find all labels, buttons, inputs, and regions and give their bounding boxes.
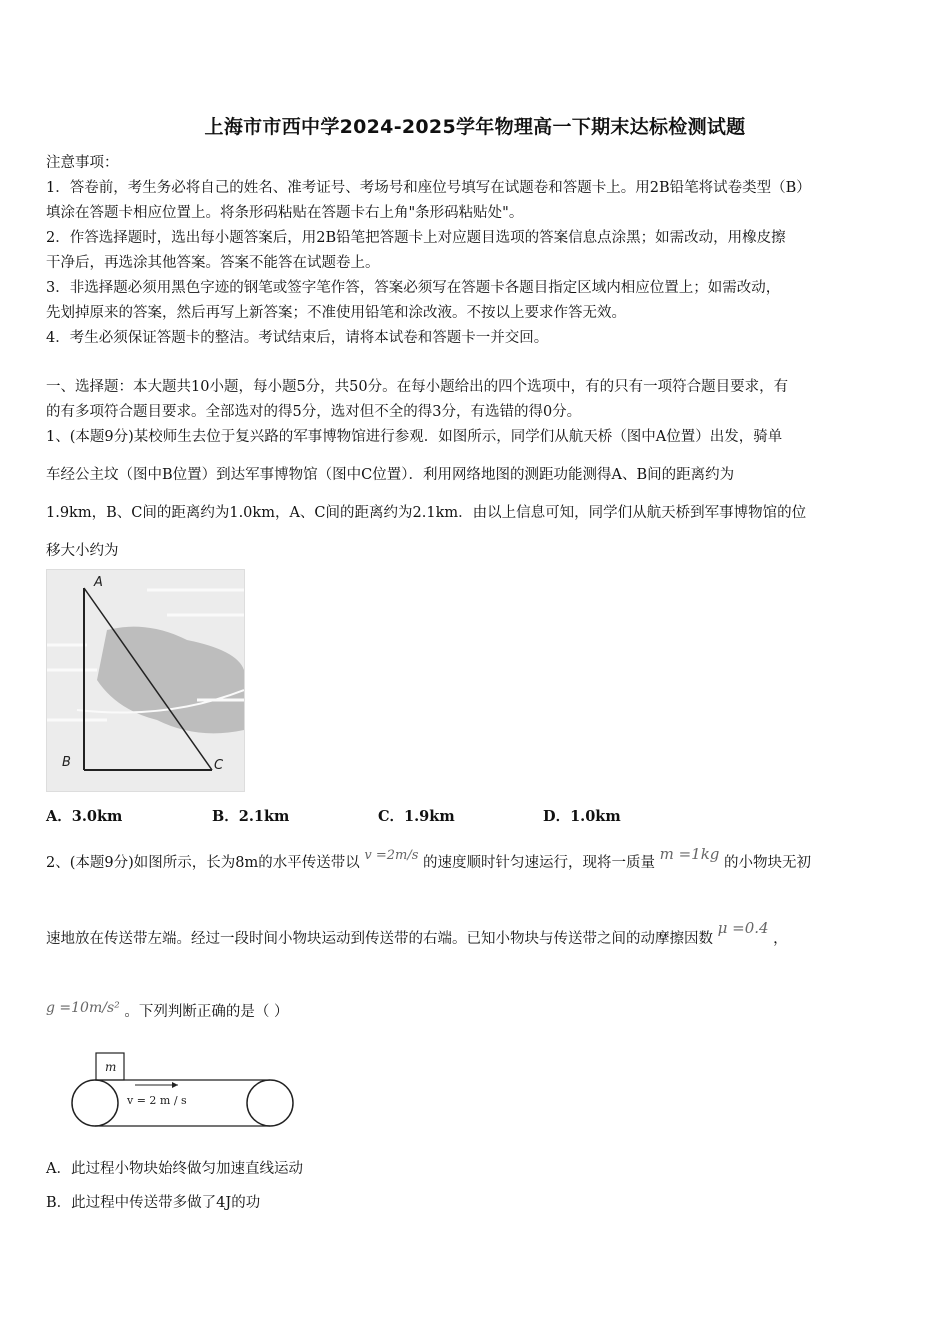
q2-line-2 [46,919,788,948]
conveyor-belt-figure [70,1050,300,1130]
map-label-c: C [214,758,224,773]
q2-text: ， [773,931,788,947]
notice-line: 干净后，再选涂其他答案。答案不能答在试题卷上。 [46,255,380,271]
q2-text: 的小物块无初 [724,855,812,871]
q2-line-3 [46,1000,288,1021]
q2-line-1 [46,845,812,872]
q1-option-c[interactable]: C．1.9km [378,808,455,825]
q2-text: 。下列判断正确的是（ ） [124,1004,289,1020]
q1-text: 车经公主坟（图中B位置）到达军事博物馆（图中C位置）．利用网络地图的测距功能测得A、B间的距离约为 [46,467,735,483]
q1-text: 1、(本题9分)某校师生去位于复兴路的军事博物馆进行参观．如图所示，同学们从航天桥（图中A位置）出发，骑单 [46,429,783,445]
section-instructions: 的有多项符合题目要求。全部选对的得5分，选对但不全的得3分，有选错的得0分。 [46,404,582,420]
q1-option-d[interactable]: D．1.0km [543,808,621,825]
q1-option-a[interactable]: A．3.0km [46,808,123,825]
notice-line: 3．非选择题必须用黑色字迹的钢笔或签字笔作答，答案必须写在答题卡各题目指定区域内相应位置上；如需改动， [46,280,781,296]
q2-text: 的速度顺时针匀速运行，现将一质量 [423,855,655,871]
q2-option-a[interactable]: A．此过程小物块始终做匀加速直线运动 [46,1161,303,1177]
block-label: m [105,1060,117,1074]
formula-friction: μ =0.4 [717,919,769,937]
right-roller [247,1080,293,1126]
formula-gravity: g =10m/s² [46,1000,120,1016]
q2-text: 速地放在传送带左端。经过一段时间小物块运动到传送带的右端。已知小物块与传送带之间的动摩擦因数 [46,931,713,947]
map-label-a: A [94,575,103,590]
notice-line: 2．作答选择题时，选出每小题答案后，用2B铅笔把答题卡上对应题目选项的答案信息点涂黑；如需改动，用橡皮擦 [46,230,786,246]
left-roller [72,1080,118,1126]
q1-text: 移大小约为 [46,543,119,559]
page-title: 上海市市西中学2024-2025学年物理高一下期末达标检测试题 [204,116,746,138]
notice-heading: 注意事项： [46,155,119,171]
q2-text: 2、(本题9分)如图所示，长为8m的水平传送带以 [46,855,360,871]
formula-mass: m =1kg [659,845,720,863]
notice-line: 4．考生必须保证答题卡的整洁。考试结束后，请将本试卷和答题卡一并交回。 [46,330,549,346]
q1-map-figure [46,569,245,792]
section-instructions: 一、选择题：本大题共10小题，每小题5分，共50分。在每小题给出的四个选项中，有的只有一项符合题目要求，有 [46,379,789,395]
notice-line: 1．答卷前，考生务必将自己的姓名、准考证号、考场号和座位号填写在试题卷和答题卡上。用2B铅笔将试卷类型（B） [46,180,811,196]
q1-text: 1.9km，B、C间的距离约为1.0km，A、C间的距离约为2.1km．由以上信息可知，同学们从航天桥到军事博物馆的位 [46,505,807,521]
speed-label: v = 2 m / s [127,1094,187,1107]
notice-line: 先划掉原来的答案，然后再写上新答案；不准使用铅笔和涂改液。不按以上要求作答无效。 [46,305,626,321]
q1-option-b[interactable]: B．2.1km [212,808,290,825]
map-svg [47,570,244,791]
notice-line: 填涂在答题卡相应位置上。将条形码粘贴在答题卡右上角"条形码粘贴处"。 [46,205,524,221]
q2-option-b[interactable]: B．此过程中传送带多做了4J的功 [46,1195,261,1211]
formula-velocity: v =2m/s [364,848,419,863]
map-label-b: B [62,755,71,770]
